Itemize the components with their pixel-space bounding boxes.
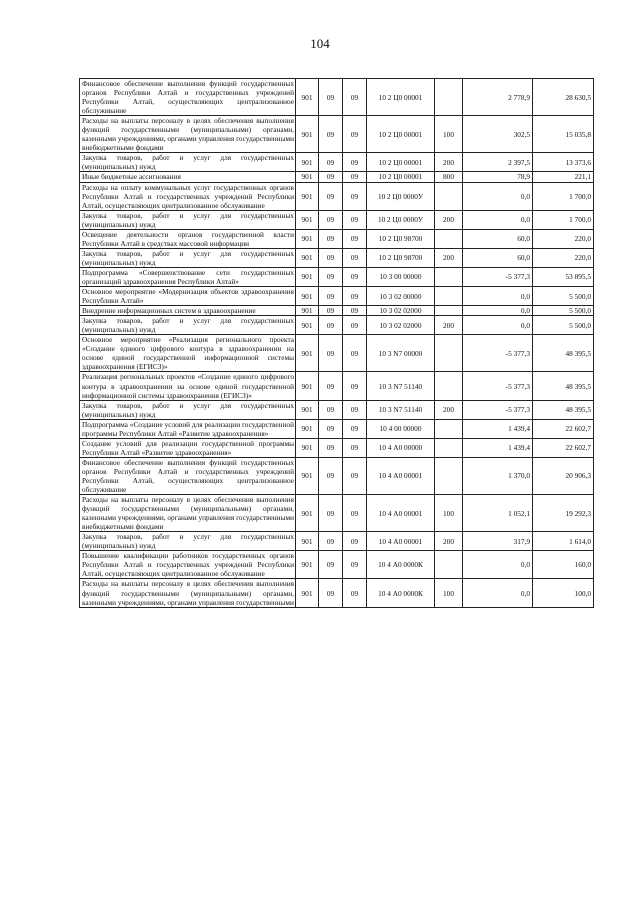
- subsection-code-cell: 09: [343, 267, 367, 286]
- section-code-cell: 09: [319, 316, 343, 335]
- expense-type-cell: [435, 419, 463, 438]
- table-row: [80, 306, 594, 316]
- ministry-code-cell: 901: [296, 551, 319, 579]
- expense-type-cell: 800: [435, 172, 463, 182]
- expense-type-cell: [435, 438, 463, 457]
- table-row: [80, 116, 594, 153]
- ministry-code-cell: 901: [296, 172, 319, 182]
- ministry-code-cell: 901: [296, 438, 319, 457]
- amount-change-cell: 2 397,5: [463, 153, 533, 172]
- amount-change-cell: -5 377,3: [463, 335, 533, 372]
- amount-change-cell: 0,0: [463, 306, 533, 316]
- table-row: [80, 438, 594, 457]
- row-name-cell: Расходы на выплаты персоналу в целях обеспечения выполнения функций государственными (муниципальными) органами, казенными учреждениями, органами управления государственными внебюджетными фондами: [80, 116, 296, 153]
- row-name-cell: Закупка товаров, работ и услуг для государственных (муниципальных) нужд: [80, 316, 296, 335]
- ministry-code-cell: 901: [296, 532, 319, 551]
- row-name-cell: Закупка товаров, работ и услуг для государственных (муниципальных) нужд: [80, 210, 296, 229]
- amount-total-cell: 5 500,0: [533, 287, 594, 306]
- expense-type-cell: [435, 372, 463, 400]
- section-code-cell: 09: [319, 335, 343, 372]
- subsection-code-cell: 09: [343, 79, 367, 116]
- target-article-cell: 10 2 Ц0 0000У: [367, 210, 435, 229]
- expense-type-cell: [435, 306, 463, 316]
- expense-type-cell: [435, 551, 463, 579]
- subsection-code-cell: 09: [343, 153, 367, 172]
- ministry-code-cell: 901: [296, 182, 319, 210]
- amount-change-cell: 0,0: [463, 182, 533, 210]
- subsection-code-cell: 09: [343, 419, 367, 438]
- target-article-cell: 10 2 Ц0 00001: [367, 153, 435, 172]
- amount-change-cell: 1 439,4: [463, 438, 533, 457]
- target-article-cell: 10 4 А0 0000К: [367, 579, 435, 607]
- amount-change-cell: 1 370,0: [463, 457, 533, 494]
- ministry-code-cell: 901: [296, 372, 319, 400]
- ministry-code-cell: 901: [296, 335, 319, 372]
- amount-change-cell: 317,9: [463, 532, 533, 551]
- target-article-cell: 10 2 Ц0 00001: [367, 172, 435, 182]
- amount-change-cell: 0,0: [463, 210, 533, 229]
- subsection-code-cell: 09: [343, 306, 367, 316]
- ministry-code-cell: 901: [296, 248, 319, 267]
- target-article-cell: 10 3 02 02000: [367, 316, 435, 335]
- section-code-cell: 09: [319, 210, 343, 229]
- subsection-code-cell: 09: [343, 229, 367, 248]
- target-article-cell: 10 2 Ц0 00001: [367, 79, 435, 116]
- amount-total-cell: 220,0: [533, 248, 594, 267]
- amount-total-cell: 22 602,7: [533, 419, 594, 438]
- table-row: [80, 248, 594, 267]
- ministry-code-cell: 901: [296, 287, 319, 306]
- table-row: [80, 532, 594, 551]
- subsection-code-cell: 09: [343, 532, 367, 551]
- subsection-code-cell: 09: [343, 335, 367, 372]
- target-article-cell: 10 4 А0 00001: [367, 457, 435, 494]
- table-body: [80, 79, 594, 608]
- subsection-code-cell: 09: [343, 457, 367, 494]
- amount-total-cell: 5 500,0: [533, 316, 594, 335]
- section-code-cell: 09: [319, 372, 343, 400]
- table-row: [80, 287, 594, 306]
- section-code-cell: 09: [319, 532, 343, 551]
- amount-change-cell: -5 377,3: [463, 372, 533, 400]
- amount-total-cell: 220,0: [533, 229, 594, 248]
- amount-change-cell: 0,0: [463, 551, 533, 579]
- row-name-cell: Иные бюджетные ассигнования: [80, 172, 296, 182]
- section-code-cell: 09: [319, 551, 343, 579]
- amount-total-cell: 28 630,5: [533, 79, 594, 116]
- section-code-cell: 09: [319, 579, 343, 607]
- expense-type-cell: [435, 182, 463, 210]
- ministry-code-cell: 901: [296, 495, 319, 532]
- row-name-cell: Реализация региональных проектов «Создание единого цифрового контура в здравоохранении на основе единой государственной информационной системы здравоохранения (ЕГИСЗ)»: [80, 372, 296, 400]
- row-name-cell: Расходы на оплату коммунальных услуг государственных органов Республики Алтай и государственных учреждений Республики Алтай, осуществляющих централизованное обслуживание: [80, 182, 296, 210]
- table-row: [80, 372, 594, 400]
- subsection-code-cell: 09: [343, 287, 367, 306]
- expense-type-cell: 200: [435, 316, 463, 335]
- section-code-cell: 09: [319, 153, 343, 172]
- section-code-cell: 09: [319, 438, 343, 457]
- amount-change-cell: 302,5: [463, 116, 533, 153]
- amount-total-cell: 48 395,5: [533, 400, 594, 419]
- amount-total-cell: 48 395,5: [533, 372, 594, 400]
- subsection-code-cell: 09: [343, 579, 367, 607]
- expense-type-cell: 200: [435, 210, 463, 229]
- amount-change-cell: 78,9: [463, 172, 533, 182]
- subsection-code-cell: 09: [343, 182, 367, 210]
- row-name-cell: Расходы на выплаты персоналу в целях обеспечения выполнения функций государственными (муниципальными) органами, казенными учреждениями, органами управления государственными: [80, 579, 296, 607]
- subsection-code-cell: 09: [343, 172, 367, 182]
- subsection-code-cell: 09: [343, 316, 367, 335]
- amount-change-cell: 1 052,1: [463, 495, 533, 532]
- amount-change-cell: 60,0: [463, 248, 533, 267]
- section-code-cell: 09: [319, 248, 343, 267]
- section-code-cell: 09: [319, 172, 343, 182]
- amount-total-cell: 1 614,0: [533, 532, 594, 551]
- ministry-code-cell: 901: [296, 116, 319, 153]
- amount-total-cell: 5 500,0: [533, 306, 594, 316]
- amount-total-cell: 48 395,5: [533, 335, 594, 372]
- table-row: [80, 419, 594, 438]
- subsection-code-cell: 09: [343, 116, 367, 153]
- row-name-cell: Закупка товаров, работ и услуг для государственных (муниципальных) нужд: [80, 400, 296, 419]
- expense-type-cell: [435, 79, 463, 116]
- ministry-code-cell: 901: [296, 579, 319, 607]
- target-article-cell: 10 3 02 00000: [367, 287, 435, 306]
- amount-total-cell: 1 700,0: [533, 210, 594, 229]
- amount-total-cell: 100,0: [533, 579, 594, 607]
- expense-type-cell: [435, 287, 463, 306]
- row-name-cell: Закупка товаров, работ и услуг для государственных (муниципальных) нужд: [80, 153, 296, 172]
- section-code-cell: 09: [319, 287, 343, 306]
- amount-total-cell: 20 906,3: [533, 457, 594, 494]
- amount-change-cell: 0,0: [463, 579, 533, 607]
- subsection-code-cell: 09: [343, 495, 367, 532]
- row-name-cell: Внедрение информационных систем в здравоохранение: [80, 306, 296, 316]
- row-name-cell: Подпрограмма «Совершенствование сети государственных организаций здравоохранения Республики Алтай»: [80, 267, 296, 286]
- section-code-cell: 09: [319, 306, 343, 316]
- ministry-code-cell: 901: [296, 400, 319, 419]
- amount-total-cell: 13 373,6: [533, 153, 594, 172]
- section-code-cell: 09: [319, 457, 343, 494]
- table-row: [80, 210, 594, 229]
- section-code-cell: 09: [319, 400, 343, 419]
- row-name-cell: Освещение деятельности органов государственной власти Республики Алтай в средствах массовой информации: [80, 229, 296, 248]
- amount-change-cell: -5 377,3: [463, 400, 533, 419]
- expense-type-cell: [435, 335, 463, 372]
- table-row: [80, 172, 594, 182]
- row-name-cell: Закупка товаров, работ и услуг для государственных (муниципальных) нужд: [80, 248, 296, 267]
- amount-change-cell: 2 778,9: [463, 79, 533, 116]
- expense-type-cell: 100: [435, 116, 463, 153]
- amount-change-cell: -5 377,3: [463, 267, 533, 286]
- amount-total-cell: 53 895,5: [533, 267, 594, 286]
- ministry-code-cell: 901: [296, 267, 319, 286]
- expense-type-cell: 100: [435, 495, 463, 532]
- subsection-code-cell: 09: [343, 210, 367, 229]
- amount-change-cell: 60,0: [463, 229, 533, 248]
- section-code-cell: 09: [319, 419, 343, 438]
- target-article-cell: 10 2 Ц0 00001: [367, 116, 435, 153]
- subsection-code-cell: 09: [343, 551, 367, 579]
- target-article-cell: 10 3 00 00000: [367, 267, 435, 286]
- table-row: [80, 153, 594, 172]
- target-article-cell: 10 3 N7 51140: [367, 372, 435, 400]
- ministry-code-cell: 901: [296, 229, 319, 248]
- ministry-code-cell: 901: [296, 79, 319, 116]
- amount-change-cell: 1 439,4: [463, 419, 533, 438]
- target-article-cell: 10 3 N7 51140: [367, 400, 435, 419]
- amount-total-cell: 19 292,3: [533, 495, 594, 532]
- row-name-cell: Финансовое обеспечение выполнения функций государственных органов Республики Алтай и государственных учреждений Республики Алтай, осуществляющих централизованное обслуживание: [80, 79, 296, 116]
- row-name-cell: Финансовое обеспечение выполнения функций государственных органов Республики Алтай и государственных учреждений Республики Алтай, осуществляющих централизованное обслуживание: [80, 457, 296, 494]
- subsection-code-cell: 09: [343, 248, 367, 267]
- expense-type-cell: 200: [435, 153, 463, 172]
- expense-type-cell: 200: [435, 248, 463, 267]
- ministry-code-cell: 901: [296, 457, 319, 494]
- row-name-cell: Основное мероприятие «Модернизация объектов здравоохранения Республики Алтай»: [80, 287, 296, 306]
- row-name-cell: Расходы на выплаты персоналу в целях обеспечения выполнения функций государственными (муниципальными) органами, казенными учреждениями, органами управления государственными внебюджетными фондами: [80, 495, 296, 532]
- target-article-cell: 10 4 00 00000: [367, 419, 435, 438]
- amount-total-cell: 15 035,8: [533, 116, 594, 153]
- ministry-code-cell: 901: [296, 419, 319, 438]
- section-code-cell: 09: [319, 79, 343, 116]
- target-article-cell: 10 4 А0 00001: [367, 532, 435, 551]
- table-row: [80, 457, 594, 494]
- table-row: [80, 551, 594, 579]
- section-code-cell: 09: [319, 182, 343, 210]
- expense-type-cell: 200: [435, 532, 463, 551]
- expense-type-cell: 200: [435, 400, 463, 419]
- target-article-cell: 10 4 А0 00000: [367, 438, 435, 457]
- table-row: [80, 400, 594, 419]
- target-article-cell: 10 3 02 02000: [367, 306, 435, 316]
- expense-type-cell: [435, 229, 463, 248]
- table-row: [80, 335, 594, 372]
- amount-total-cell: 160,0: [533, 551, 594, 579]
- table-row: [80, 229, 594, 248]
- section-code-cell: 09: [319, 267, 343, 286]
- amount-total-cell: 1 700,0: [533, 182, 594, 210]
- subsection-code-cell: 09: [343, 400, 367, 419]
- table-row: [80, 79, 594, 116]
- expense-type-cell: [435, 267, 463, 286]
- row-name-cell: Создание условий для реализации государственной программы Республики Алтай «Развитие здравоохранения»: [80, 438, 296, 457]
- table-row: [80, 579, 594, 607]
- target-article-cell: 10 2 Ц0 98700: [367, 229, 435, 248]
- ministry-code-cell: 901: [296, 153, 319, 172]
- table-row: [80, 267, 594, 286]
- subsection-code-cell: 09: [343, 438, 367, 457]
- row-name-cell: Закупка товаров, работ и услуг для государственных (муниципальных) нужд: [80, 532, 296, 551]
- amount-total-cell: 22 602,7: [533, 438, 594, 457]
- ministry-code-cell: 901: [296, 316, 319, 335]
- amount-change-cell: 0,0: [463, 287, 533, 306]
- budget-table: [79, 78, 594, 608]
- section-code-cell: 09: [319, 495, 343, 532]
- table-row: [80, 316, 594, 335]
- table-row: [80, 182, 594, 210]
- expense-type-cell: 100: [435, 579, 463, 607]
- row-name-cell: Подпрограмма «Создание условий для реализации государственной программы Республики Алтай «Развитие здравоохранения»: [80, 419, 296, 438]
- target-article-cell: 10 3 N7 00000: [367, 335, 435, 372]
- ministry-code-cell: 901: [296, 306, 319, 316]
- amount-total-cell: 221,1: [533, 172, 594, 182]
- expense-type-cell: [435, 457, 463, 494]
- ministry-code-cell: 901: [296, 210, 319, 229]
- section-code-cell: 09: [319, 116, 343, 153]
- target-article-cell: 10 4 А0 0000К: [367, 551, 435, 579]
- row-name-cell: Повышение квалификации работников государственных органов Республики Алтай и государственных учреждений Республики Алтай, осуществляющих централизованное обслуживание: [80, 551, 296, 579]
- row-name-cell: Основное мероприятие «Реализация регионального проекта «Создание единого цифрового контура в здравоохранении на основе единой государственной информационной системы здравоохранения (ЕГИСЗ)»: [80, 335, 296, 372]
- table-row: [80, 495, 594, 532]
- target-article-cell: 10 2 Ц0 0000У: [367, 182, 435, 210]
- amount-change-cell: 0,0: [463, 316, 533, 335]
- page-number: 104: [310, 36, 330, 51]
- subsection-code-cell: 09: [343, 372, 367, 400]
- target-article-cell: 10 4 А0 00001: [367, 495, 435, 532]
- target-article-cell: 10 2 Ц0 98700: [367, 248, 435, 267]
- section-code-cell: 09: [319, 229, 343, 248]
